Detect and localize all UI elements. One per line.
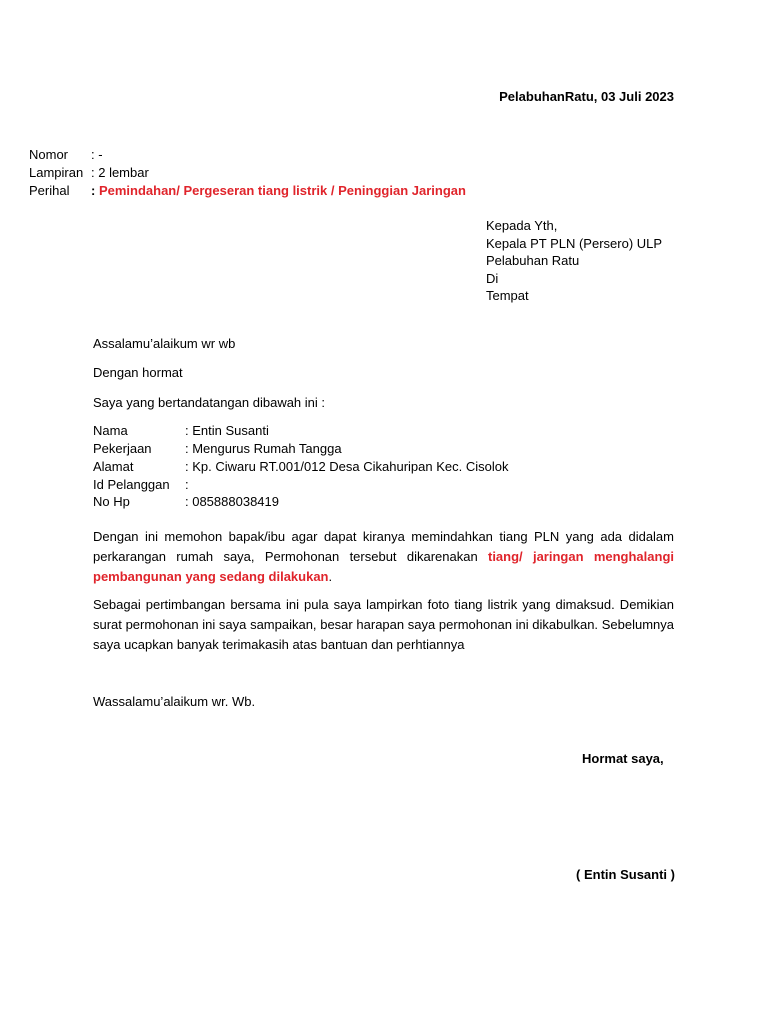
identity-value: : 085888038419 — [185, 494, 279, 509]
identity-value: : Entin Susanti — [185, 423, 269, 438]
sign-off: Hormat saya, — [582, 751, 664, 766]
request-end: . — [328, 569, 333, 584]
request-paragraph — [93, 527, 674, 587]
place-date: PelabuhanRatu, 03 Juli 2023 — [499, 89, 674, 104]
lampiran-label: Lampiran — [29, 165, 84, 180]
greeting: Assalamu’alaikum wr wb — [93, 336, 236, 351]
identity-label: Pekerjaan — [93, 441, 152, 456]
recipient-line-5: Tempat — [486, 288, 529, 303]
signatory-name: ( Entin Susanti ) — [576, 867, 675, 882]
identity-value: : Kp. Ciwaru RT.001/012 Desa Cikahuripan Kec. Cisolok — [185, 459, 509, 474]
recipient-block — [486, 217, 662, 305]
recipient-line-3: Pelabuhan Ratu — [486, 253, 580, 268]
recipient-line-2: Kepala PT PLN (Persero) ULP — [486, 235, 663, 251]
intro-text: Saya yang bertandatangan dibawah ini : — [93, 395, 326, 410]
lampiran-value: : 2 lembar — [91, 165, 149, 180]
request-text: Dengan ini memohon bapak/ibu agar dapat kiranya memindahkan tiang PLN yang ada didalam perkarangan rumah saya, Permohonan tersebut dikarenakan — [93, 529, 674, 564]
salutation: Dengan hormat — [93, 365, 183, 380]
perihal-colon: : — [91, 183, 99, 198]
identity-label: Id Pelanggan — [93, 477, 170, 492]
perihal-label: Perihal — [29, 183, 70, 198]
identity-value: : — [185, 477, 189, 492]
identity-label: Nama — [93, 423, 128, 438]
nomor-label: Nomor — [29, 147, 69, 162]
recipient-line-1: Kepada Yth, — [486, 218, 558, 233]
perihal-field — [91, 182, 466, 200]
closing-greeting: Wassalamu’alaikum wr. Wb. — [93, 694, 256, 709]
consideration-paragraph: Sebagai pertimbangan bersama ini pula saya lampirkan foto tiang listrik yang dimaksud. Demikian surat permohonan ini saya sampaikan, besar harapan saya permohonan ini dikabulkan. Sebelumnya saya ucapkan banyak terimakasih atas bantuan dan perhtiannya — [93, 597, 674, 652]
identity-value: : Mengurus Rumah Tangga — [185, 441, 342, 456]
nomor-value: : - — [91, 147, 103, 162]
recipient-line-4: Di — [486, 270, 499, 286]
identity-label: Alamat — [93, 459, 134, 474]
perihal-value: Pemindahan/ Pergeseran tiang listrik / Peninggian Jaringan — [98, 183, 466, 198]
request-reason-highlight: tiang/ jaringan menghalangi pembangunan yang sedang dilakukan — [93, 549, 674, 584]
identity-label: No Hp — [93, 494, 130, 509]
